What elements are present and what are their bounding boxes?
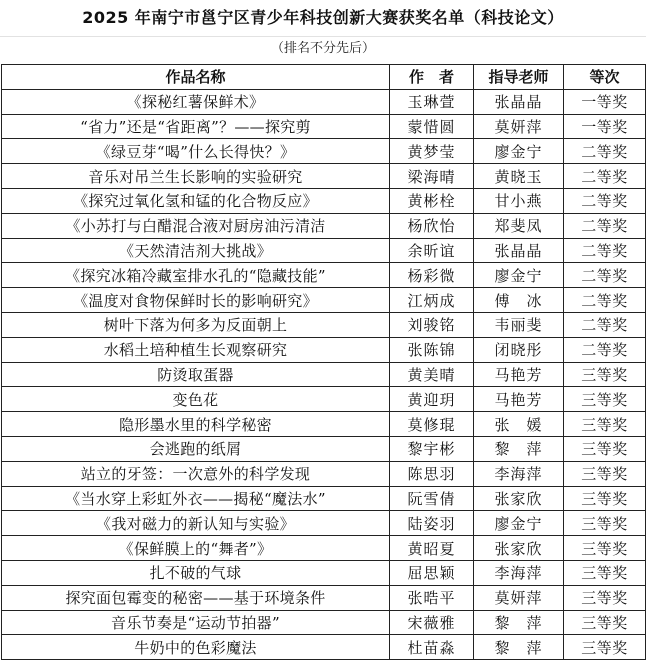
work-title-cell[interactable]: 扎不破的气球: [2, 560, 390, 585]
rank-cell[interactable]: 三等奖: [564, 635, 646, 660]
teacher-cell[interactable]: 傅 冰: [474, 288, 564, 313]
teacher-cell[interactable]: 张晶晶: [474, 89, 564, 114]
teacher-cell[interactable]: 张晶晶: [474, 238, 564, 263]
author-cell[interactable]: 梁海晴: [390, 164, 474, 189]
teacher-cell[interactable]: 甘小燕: [474, 188, 564, 213]
table-row: [2, 139, 646, 164]
table-row: [2, 89, 646, 114]
work-title-cell[interactable]: 《我对磁力的新认知与实验》: [2, 511, 390, 536]
table-row: [2, 560, 646, 585]
author-cell[interactable]: 张晧平: [390, 585, 474, 610]
work-title-cell[interactable]: 水稻土培种植生长观察研究: [2, 337, 390, 362]
author-cell[interactable]: 蒙惜圆: [390, 114, 474, 139]
author-cell[interactable]: 杨欣怡: [390, 213, 474, 238]
author-cell[interactable]: 黄梦莹: [390, 139, 474, 164]
table-row: [2, 436, 646, 461]
header-teacher[interactable]: 指导老师: [474, 65, 564, 90]
work-title-cell[interactable]: 防烫取蛋器: [2, 362, 390, 387]
author-cell[interactable]: 江炳成: [390, 288, 474, 313]
work-title-cell[interactable]: 《探究冰箱冷藏室排水孔的“隐藏技能”: [2, 263, 390, 288]
rank-cell[interactable]: 三等奖: [564, 511, 646, 536]
rank-cell[interactable]: 二等奖: [564, 213, 646, 238]
teacher-cell[interactable]: 李海萍: [474, 560, 564, 585]
rank-cell[interactable]: 二等奖: [564, 139, 646, 164]
work-title-cell[interactable]: 树叶下落为何多为反面朝上: [2, 312, 390, 337]
rank-cell[interactable]: 二等奖: [564, 238, 646, 263]
table-row: [2, 213, 646, 238]
rank-cell[interactable]: 三等奖: [564, 560, 646, 585]
table-row: [2, 610, 646, 635]
teacher-cell[interactable]: 马艳芳: [474, 387, 564, 412]
rank-cell[interactable]: 二等奖: [564, 263, 646, 288]
work-title-cell[interactable]: 《天然清洁剂大挑战》: [2, 238, 390, 263]
author-cell[interactable]: 陈思羽: [390, 461, 474, 486]
table-row: [2, 114, 646, 139]
rank-cell[interactable]: 三等奖: [564, 486, 646, 511]
author-cell[interactable]: 黄迎玥: [390, 387, 474, 412]
author-cell[interactable]: 刘骏铭: [390, 312, 474, 337]
work-title-cell[interactable]: 《探究过氧化氢和锰的化合物反应》: [2, 188, 390, 213]
table-row: [2, 288, 646, 313]
work-title-cell[interactable]: 《绿豆芽“喝”什么长得快？》: [2, 139, 390, 164]
author-cell[interactable]: 张陈锦: [390, 337, 474, 362]
author-cell[interactable]: 杨彩微: [390, 263, 474, 288]
table-row: [2, 188, 646, 213]
work-title-cell[interactable]: 音乐对吊兰生长影响的实验研究: [2, 164, 390, 189]
author-cell[interactable]: 屈思颖: [390, 560, 474, 585]
teacher-cell[interactable]: 黎 萍: [474, 436, 564, 461]
table-row: [2, 337, 646, 362]
teacher-cell[interactable]: 廖金宁: [474, 139, 564, 164]
teacher-cell[interactable]: 李海萍: [474, 461, 564, 486]
author-cell[interactable]: 阮雪倩: [390, 486, 474, 511]
work-title-cell[interactable]: 牛奶中的色彩魔法: [2, 635, 390, 660]
work-title-cell[interactable]: 《温度对食物保鲜时长的影响研究》: [2, 288, 390, 313]
teacher-cell[interactable]: 张家欣: [474, 486, 564, 511]
author-cell[interactable]: 莫修琨: [390, 412, 474, 437]
teacher-cell[interactable]: 莫妍萍: [474, 585, 564, 610]
document-subtitle: （排名不分先后）: [270, 41, 375, 56]
rank-cell[interactable]: 三等奖: [564, 362, 646, 387]
author-cell[interactable]: 宋薇雅: [390, 610, 474, 635]
work-title-cell[interactable]: 《探秘红薯保鲜术》: [2, 89, 390, 114]
rank-cell[interactable]: 三等奖: [564, 536, 646, 561]
rank-cell[interactable]: 二等奖: [564, 164, 646, 189]
table-row: [2, 238, 646, 263]
teacher-cell[interactable]: 黄晓玉: [474, 164, 564, 189]
rank-cell[interactable]: 一等奖: [564, 114, 646, 139]
table-row: [2, 362, 646, 387]
rank-cell[interactable]: 二等奖: [564, 312, 646, 337]
teacher-cell[interactable]: 张家欣: [474, 536, 564, 561]
document-title: 2025 年南宁市邕宁区青少年科技创新大赛获奖名单（科技论文）: [0, 0, 646, 37]
teacher-cell[interactable]: 闭晓彤: [474, 337, 564, 362]
work-title-cell[interactable]: “省力”还是“省距离”？——探究剪: [2, 114, 390, 139]
table-row: [2, 312, 646, 337]
work-title-cell[interactable]: 音乐节奏是“运动节拍器”: [2, 610, 390, 635]
work-title-cell[interactable]: 《保鲜膜上的“舞者”》: [2, 536, 390, 561]
rank-cell[interactable]: 三等奖: [564, 387, 646, 412]
teacher-cell[interactable]: 韦丽斐: [474, 312, 564, 337]
author-cell[interactable]: 黄美晴: [390, 362, 474, 387]
table-row: [2, 461, 646, 486]
table-row: [2, 536, 646, 561]
table-header-row: [2, 65, 646, 90]
table-row: [2, 511, 646, 536]
rank-cell[interactable]: 三等奖: [564, 585, 646, 610]
table-row: [2, 585, 646, 610]
work-title-cell[interactable]: 《小苏打与白醋混合液对厨房油污清洁: [2, 213, 390, 238]
work-title-cell[interactable]: 《当水穿上彩虹外衣——揭秘“魔法水”: [2, 486, 390, 511]
table-row: [2, 164, 646, 189]
teacher-cell[interactable]: 黎 萍: [474, 635, 564, 660]
header-rank[interactable]: 等次: [564, 65, 646, 90]
author-cell[interactable]: 陆姿羽: [390, 511, 474, 536]
table-row: [2, 263, 646, 288]
author-cell[interactable]: 余昕谊: [390, 238, 474, 263]
rank-cell[interactable]: 三等奖: [564, 461, 646, 486]
work-title-cell[interactable]: 隐形墨水里的科学秘密: [2, 412, 390, 437]
author-cell[interactable]: 玉琳萱: [390, 89, 474, 114]
teacher-cell[interactable]: 黎 萍: [474, 610, 564, 635]
work-title-cell[interactable]: 变色花: [2, 387, 390, 412]
work-title-cell[interactable]: 探究面包霉变的秘密——基于环境条件: [2, 585, 390, 610]
rank-cell[interactable]: 三等奖: [564, 436, 646, 461]
author-cell[interactable]: 黄彬栓: [390, 188, 474, 213]
teacher-cell[interactable]: 马艳芳: [474, 362, 564, 387]
work-title-cell[interactable]: 站立的牙签：一次意外的科学发现: [2, 461, 390, 486]
rank-cell[interactable]: 二等奖: [564, 288, 646, 313]
rank-cell[interactable]: 一等奖: [564, 89, 646, 114]
awards-table: [1, 64, 646, 660]
table-row: [2, 387, 646, 412]
table-row: [2, 635, 646, 660]
rank-cell[interactable]: 二等奖: [564, 188, 646, 213]
work-title-cell[interactable]: 会逃跑的纸屑: [2, 436, 390, 461]
teacher-cell[interactable]: 廖金宁: [474, 511, 564, 536]
author-cell[interactable]: 杜苗淼: [390, 635, 474, 660]
header-author[interactable]: 作 者: [390, 65, 474, 90]
rank-cell[interactable]: 三等奖: [564, 610, 646, 635]
rank-cell[interactable]: 三等奖: [564, 412, 646, 437]
teacher-cell[interactable]: 廖金宁: [474, 263, 564, 288]
teacher-cell[interactable]: 郑斐凤: [474, 213, 564, 238]
author-cell[interactable]: 黎宇彬: [390, 436, 474, 461]
header-work-title[interactable]: 作品名称: [2, 65, 390, 90]
rank-cell[interactable]: 二等奖: [564, 337, 646, 362]
teacher-cell[interactable]: 张 媛: [474, 412, 564, 437]
author-cell[interactable]: 黄昭夏: [390, 536, 474, 561]
table-row: [2, 486, 646, 511]
table-row: [2, 412, 646, 437]
teacher-cell[interactable]: 莫妍萍: [474, 114, 564, 139]
